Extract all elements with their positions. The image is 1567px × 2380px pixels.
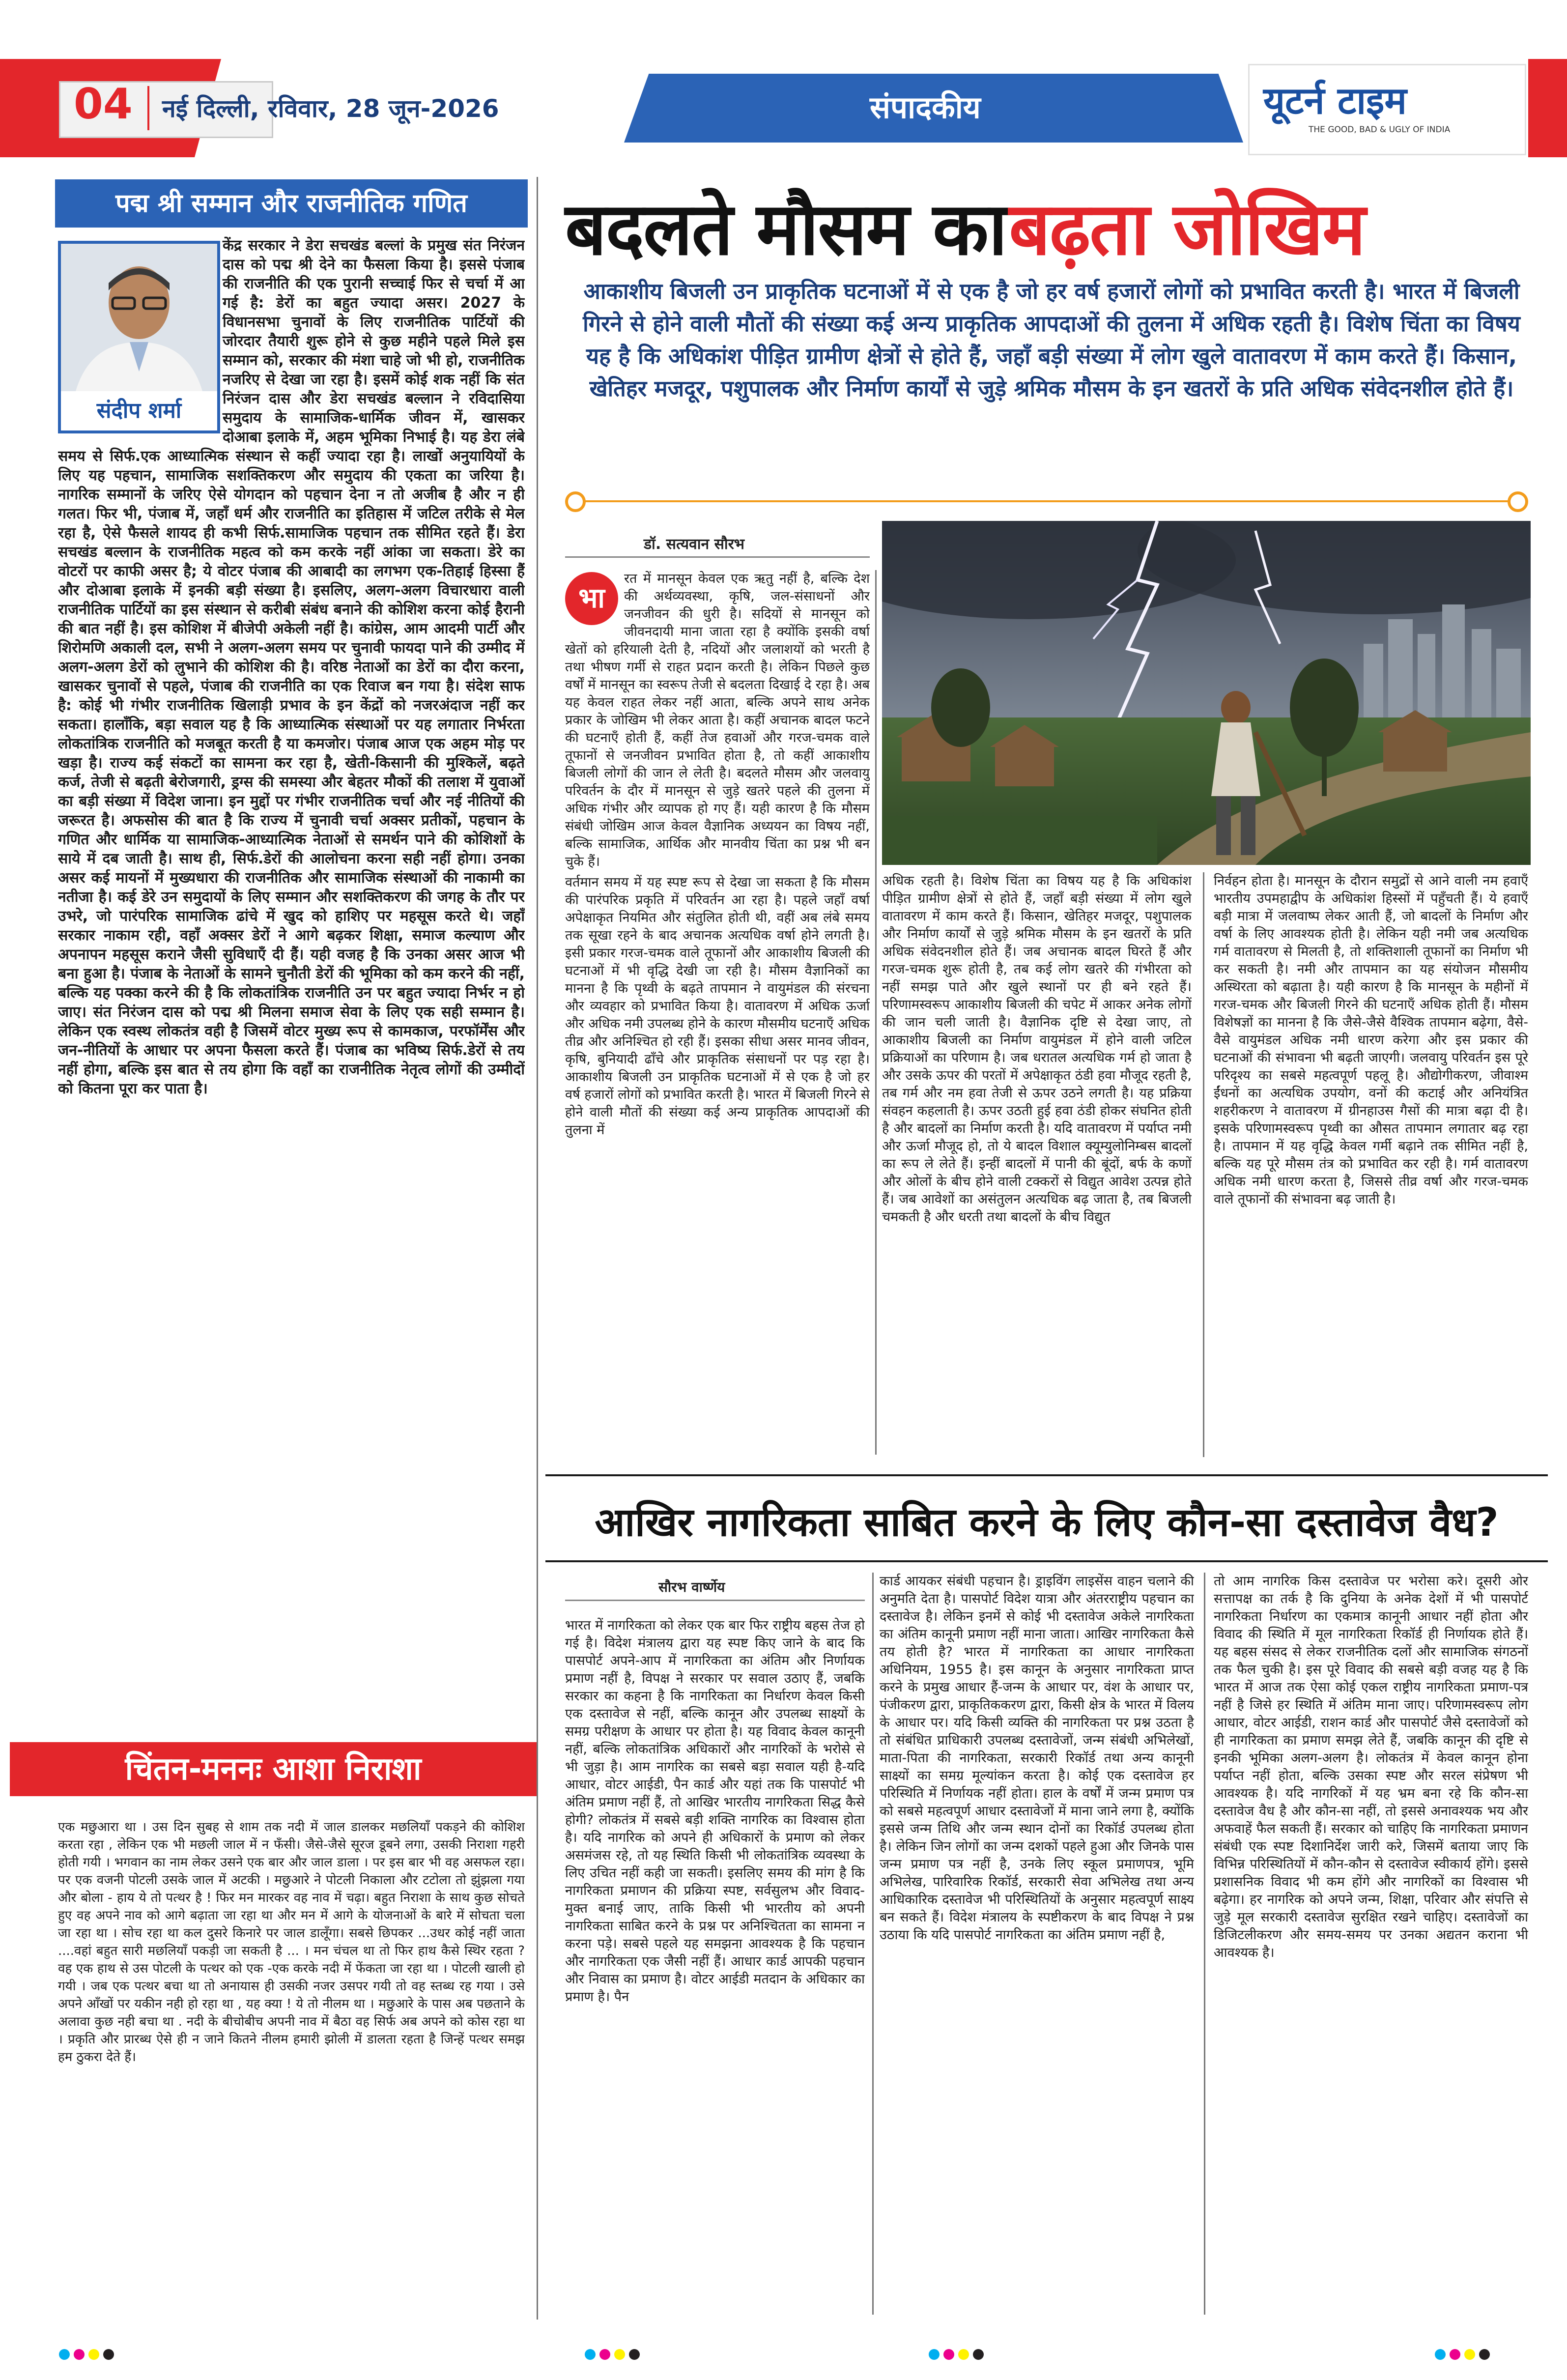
weather-col2	[882, 872, 1192, 1462]
logo	[1248, 64, 1526, 155]
citizen-byline: सौरभ वार्ष्णेय	[658, 1579, 725, 1595]
citizen-col1	[565, 1617, 865, 2315]
footer-dots-1	[59, 2349, 114, 2360]
storm-photo	[882, 521, 1531, 865]
byline-rule	[565, 556, 870, 558]
chintan-heading-box	[10, 1742, 537, 1796]
dropcap-badge	[565, 572, 618, 625]
cyan-dot	[1435, 2349, 1446, 2360]
page-number: 04	[74, 80, 133, 129]
weather-headline-part2: बढ़ता जोखिम	[1009, 187, 1365, 271]
citizen-rule-1	[872, 1573, 874, 2315]
footer-dots-4	[1435, 2349, 1490, 2360]
rule-ring-left	[565, 491, 586, 512]
standfirst-rule	[565, 491, 1528, 511]
logo-tagline: THE GOOD, BAD & UGLY OF INDIA	[1309, 125, 1451, 135]
weather-col1-intro: रत में मानसून केवल एक ऋतु नहीं है, बल्कि देश की अर्थव्यवस्था, कृषि, जल-संसाधनों और जनजीवन की धुरी है। सदियों से मानसून को जीवनदायी माना जाता रहा है क्योंकि इसकी वर्षा खेतों को हरियाली देती है, नदियों और जलाशयों को भरती है तथा भीषण गर्मी से राहत प्रदान करती है। लेकिन पिछले कुछ वर्षों में मानसून का स्वरूप तेजी से बदलता दिखाई दे रहा है। अब यह केवल राहत लेकर नहीं आता, बल्कि अपने साथ अनेक प्रकार के जोखिम भी लेकर आता है। कहीं अचानक बादल फटने की घटनाएँ होती हैं, कहीं तेज हवाओं और गरज-चमक वाले तूफानों से जनजीवन प्रभावित होता है, तो कहीं आकाशीय बिजली लोगों की जान ले लेती है। बदलते मौसम और जलवायु परिवर्तन के दौर में मानसून से जुड़े खतरे पहले की तुलना में अधिक गंभीर और व्यापक हो गए हैं। यही कारण है कि मौसम संबंधी जोखिम आज केवल वैज्ञानिक अध्ययन का विषय नहीं, बल्कि सामाजिक, आर्थिक और मानवीय चिंता का प्रश्न भी बन चुके हैं।	[565, 571, 870, 869]
magenta-dot	[599, 2349, 610, 2360]
magenta-dot	[1450, 2349, 1460, 2360]
masthead-bar	[0, 59, 1567, 157]
weather-byline: डॉ. सत्यवान सौरभ	[644, 536, 744, 553]
citizen-col2	[880, 1573, 1194, 2315]
left-column-rule	[537, 177, 538, 2320]
padma-heading-box	[55, 179, 528, 228]
black-dot	[973, 2349, 984, 2360]
weather-headline-part1: बदलते मौसम का	[565, 187, 1007, 271]
black-dot	[629, 2349, 640, 2360]
weather-standfirst: आकाशीय बिजली उन प्राकृतिक घटनाओं में से एक है जो हर वर्ष हजारों लोगों को प्रभावित करती है। भारत में बिजली गिरने से होने वाली मौतों की संख्या कई अन्य प्राकृतिक आपदाओं की तुलना में अधिक रहती है। विशेष चिंता का विषय यह है कि अधिकांश पीड़ित ग्रामीण क्षेत्रों से होते हैं, जहाँ बड़ी संख्या में लोग खुले वातावरण में काम करते हैं। किसान, खेतिहर मजदूर, पशुपालक और निर्माण कार्यों से जुड़े श्रमिक मौसम के इन खतरों के प्रति अधिक संवेदनशील होते हैं।	[583, 278, 1520, 401]
rule-ring-right	[1508, 491, 1528, 512]
weather-col2-paragraph: अधिक रहती है। विशेष चिंता का विषय यह है कि अधिकांश पीड़ित ग्रामीण क्षेत्रों से होते हैं, जहाँ बड़ी संख्या में लोग खुले वातावरण में काम करते हैं। किसान, खेतिहर मजदूर, पशुपालक और निर्माण कार्यों से जुड़े श्रमिक मौसम के इन खतरों के प्रति अधिक संवेदनशील होते हैं। जब अचानक बादल घिरते हैं और गरज-चमक शुरू होती है, तब कई लोग खतरे की गंभीरता को नहीं समझ पाते और खुले स्थानों पर ही बने रहते हैं। परिणामस्वरूप आकाशीय बिजली की चपेट में आकर अनेक लोगों की जान चली जाती है। वैज्ञानिक दृष्टि से देखा जाए, तो आकाशीय बिजली का निर्माण वायुमंडल में होने वाली जटिल प्रक्रियाओं का परिणाम है। जब धरातल अत्यधिक गर्म हो जाता है और उसके ऊपर की परतों में अपेक्षाकृत ठंडी हवा मौजूद रहती है, तब गर्म और नम हवा तेजी से ऊपर उठने लगती है। यह प्रक्रिया संवहन कहलाती है। ऊपर उठती हुई हवा ठंडी होकर संघनित होती है और बादलों का निर्माण करती है। यदि वातावरण में पर्याप्त नमी और ऊर्जा मौजूद हो, तो ये बादल विशाल क्यूम्युलोनिम्बस बादलों का रूप ले लेते हैं। इन्हीं बादलों में पानी की बूंदों, बर्फ के कणों और ओलों के बीच होने वाली टक्करों से विद्युत आवेश उत्पन्न होते हैं। जब आवेशों का असंतुलन अत्यधिक बढ़ जाता है, तब बिजली चमकती है और धरती तथा बादलों के बीच विद्युत	[882, 873, 1192, 1225]
yellow-dot	[614, 2349, 625, 2360]
red-band-right	[1528, 59, 1567, 157]
cyan-dot	[59, 2349, 70, 2360]
citizen-col3-paragraph: तो आम नागरिक किस दस्तावेज पर भरोसा करे। दूसरी ओर सत्तापक्ष का तर्क है कि दुनिया के अनेक देशों में भी पासपोर्ट नागरिकता निर्धारण का एकमात्र कानूनी आधार नहीं होता और विवाद की स्थिति में मूल नागरिकता रिकॉर्ड ही निर्णायक होते हैं। यह बहस संसद से लेकर राजनीतिक दलों और सामाजिक संगठनों तक फैल चुकी है। इस पूरे विवाद की सबसे बड़ी वजह यह है कि भारत में आज तक ऐसा कोई एकल राष्ट्रीय नागरिकता प्रमाण-पत्र नहीं है जिसे हर स्थिति में अंतिम माना जाए। परिणामस्वरूप लोग आधार, वोटर आईडी, राशन कार्ड और पासपोर्ट जैसे दस्तावेजों को ही नागरिकता का प्रमाण समझ लेते हैं, जबकि कानून की दृष्टि से इनकी भूमिका अलग-अलग है। लोकतंत्र में केवल कानून होना पर्याप्त नहीं होता, बल्कि उसका स्पष्ट और सरल संप्रेषण भी आवश्यक है। यदि नागरिकों में यह भ्रम बना रहे कि कौन-सा दस्तावेज वैध है और कौन-सा नहीं, तो इससे अनावश्यक भय और अफवाहें फैल सकती हैं। सरकार को चाहिए कि नागरिकता प्रमाणन संबंधी एक स्पष्ट दिशानिर्देश जारी करे, जिसमें बताया जाए कि विभिन्न परिस्थितियों में कौन-कौन से दस्तावेज स्वीकार्य होंगे। इससे प्रशासनिक विवाद भी कम होंगे और नागरिकों का विश्वास भी बढ़ेगा। हर नागरिक को अपने जन्म, शिक्षा, परिवार और संपत्ति से जुड़े मूल सरकारी दस्तावेज सुरक्षित रखने चाहिए। दस्तावेजों का डिजिटलीकरण और समय-समय पर उनका अद्यतन कराना भी आवश्यक है।	[1214, 1574, 1528, 1960]
weather-headline	[565, 177, 1538, 271]
weather-col1-rest: वर्तमान समय में यह स्पष्ट रूप से देखा जा सकता है कि मौसम की पारंपरिक प्रकृति में परिवर्तन आ रहा है। पहले जहाँ वर्षा अपेक्षाकृत नियमित और संतुलित होती थी, वहीं अब लंबे समय तक सूखा रहने के बाद अचानक अत्यधिक वर्षा होने लगती है। इसी प्रकार गरज-चमक वाले तूफानों और आकाशीय बिजली की घटनाओं में भी वृद्धि देखी जा रही है। मौसम वैज्ञानिकों का मानना है कि पृथ्वी के बढ़ते तापमान ने वायुमंडल की संरचना और व्यवहार को प्रभावित किया है। वातावरण में अधिक ऊर्जा और अधिक नमी उपलब्ध होने के कारण मौसमीय घटनाएँ अधिक तीव्र और अनिश्चित हो रही हैं। इसका सीधा असर मानव जीवन, कृषि, बुनियादी ढाँचे और प्राकृतिक संसाधनों पर पड़ रहा है। आकाशीय बिजली उन प्राकृतिक घटनाओं में से एक है जो हर वर्ष हजारों लोगों को प्रभावित करती है। भारत में बिजली गिरने से होने वाली मौतों की संख्या कई अन्य प्राकृतिक आपदाओं की तुलना में	[565, 875, 870, 1138]
citizen-byline-rule	[565, 1600, 865, 1601]
padma-heading: पद्म श्री सम्मान और राजनीतिक गणित	[115, 189, 467, 218]
citizen-col2-paragraph: कार्ड आयकर संबंधी पहचान है। ड्राइविंग लाइसेंस वाहन चलाने की अनुमति देता है। पासपोर्ट विदेश यात्रा और अंतरराष्ट्रीय पहचान का दस्तावेज है। लेकिन इनमें से कोई भी दस्तावेज अकेले नागरिकता का अंतिम कानूनी प्रमाण नहीं माना जाता। आखिर नागरिकता कैसे तय होती है? भारत में नागरिकता का आधार नागरिकता अधिनियम, 1955 है। इस कानून के अनुसार नागरिकता प्राप्त करने के प्रमुख आधार हैं-जन्म के आधार पर, वंश के आधार पर, पंजीकरण द्वारा, प्राकृतिककरण द्वारा, किसी क्षेत्र के भारत में विलय के आधार पर। यदि किसी व्यक्ति की नागरिकता पर प्रश्न उठता है तो संबंधित प्राधिकारी उपलब्ध दस्तावेजों, जन्म संबंधी अभिलेखों, माता-पिता की नागरिकता, सरकारी रिकॉर्ड तथा अन्य कानूनी साक्ष्यों का समग्र मूल्यांकन करता है। कोई एक दस्तावेज हर परिस्थिति में निर्णायक नहीं होता। हाल के वर्षों में जन्म प्रमाण पत्र को सबसे महत्वपूर्ण आधार दस्तावेजों में माना जाने लगा है, क्योंकि इससे जन्म तिथि और जन्म स्थान दोनों का रिकॉर्ड उपलब्ध होता है। लेकिन जिन लोगों का जन्म दशकों पहले हुआ और जिनके पास जन्म प्रमाण पत्र नहीं है, उनके लिए स्कूल प्रमाणपत्र, भूमि अभिलेख, पारिवारिक रिकॉर्ड, सरकारी सेवा अभिलेख तथा अन्य आधिकारिक दस्तावेज भी परिस्थितियों के अनुसार महत्वपूर्ण साक्ष्य बन सकते हैं। विदेश मंत्रालय के स्पष्टीकरण के बाद विपक्ष ने प्रश्न उठाया कि यदि पासपोर्ट नागरिकता का अंतिम प्रमाण नहीं है,	[880, 1574, 1194, 1943]
dateline: नई दिल्ली, रविवार, 28 जून-2026	[162, 94, 499, 123]
citizen-headline: आखिर नागरिकता साबित करने के लिए कौन-सा दस्तावेज वैध?	[595, 1499, 1499, 1545]
author-photo-float	[58, 236, 223, 430]
cyan-dot	[585, 2349, 596, 2360]
magenta-dot	[943, 2349, 954, 2360]
citizen-col3	[1214, 1573, 1528, 2315]
chintan-body	[58, 1818, 525, 2285]
citizen-bottom-rule	[545, 1560, 1548, 1562]
author-name: संदीप शर्मा	[61, 391, 217, 430]
section-title: संपादकीय	[870, 89, 981, 125]
cyan-dot	[929, 2349, 940, 2360]
weather-col3-paragraph: निर्वहन होता है। मानसून के दौरान समुद्रों से आने वाली नम हवाएँ भारतीय उपमहाद्वीप के अधिकांश हिस्सों में पहुँचती हैं। ये हवाएँ बड़ी मात्रा में जलवाष्प लेकर आती हैं, जो बादलों के निर्माण और वर्षा के लिए आवश्यक होती है। लेकिन यही नमी जब अत्यधिक गर्म वातावरण से मिलती है, तो शक्तिशाली तूफानों का निर्माण भी कर सकती है। नमी और तापमान का यह संयोजन मौसमीय अस्थिरता को बढ़ाता है। यही कारण है कि मानसून के महीनों में गरज-चमक और बिजली गिरने की घटनाएँ अधिक होती हैं। मौसम विशेषज्ञों का मानना है कि जैसे-जैसे वैश्विक तापमान बढ़ेगा, वैसे-वैसे वायुमंडल अधिक नमी धारण करेगा और इस प्रकार की घटनाओं की संभावना भी बढ़ती जाएगी। जलवायु परिवर्तन इस पूरे परिदृश्य का सबसे महत्वपूर्ण पहलू है। औद्योगीकरण, जीवाश्म ईंधनों का अत्यधिक उपयोग, वनों की कटाई और अनियंत्रित शहरीकरण ने वातावरण में ग्रीनहाउस गैसों की मात्रा बढ़ा दी है। इसके परिणामस्वरूप पृथ्वी का औसत तापमान लगातार बढ़ रहा है। तापमान में यह वृद्धि केवल गर्मी बढ़ाने तक सीमित नहीं है, बल्कि यह पूरे मौसम तंत्र को प्रभावित कर रही है। गर्म वातावरण अधिक नमी धारण करता है, जिससे तीव्र वर्षा और गरज-चमक वाले तूफानों की संभावना बढ़ जाती है।	[1214, 873, 1528, 1207]
citizen-col1-paragraph: भारत में नागरिकता को लेकर एक बार फिर राष्ट्रीय बहस तेज हो गई है। विदेश मंत्रालय द्वारा यह स्पष्ट किए जाने के बाद कि पासपोर्ट अपने-आप में नागरिकता का अंतिम और निर्णायक प्रमाण नहीं है, विपक्ष ने सरकार पर सवाल उठाए हैं, जबकि सरकार का कहना है कि नागरिकता का निर्धारण केवल किसी एक दस्तावेज से नहीं, बल्कि कानून और उपलब्ध साक्ष्यों के समग्र परीक्षण के आधार पर होता है। यह विवाद केवल कानूनी नहीं, बल्कि लोकतांत्रिक अधिकारों और नागरिकों के भरोसे से भी जुड़ा है। आम नागरिक का सबसे बड़ा सवाल यही है-यदि आधार, वोटर आईडी, पैन कार्ड और यहां तक कि पासपोर्ट भी अंतिम प्रमाण नहीं हैं, तो आखिर भारतीय नागरिकता सिद्ध कैसे होगी? लोकतंत्र में सबसे बड़ी शक्ति नागरिक का विश्वास होता है। यदि नागरिक को अपने ही अधिकारों के प्रमाण को लेकर असमंजस रहे, तो यह स्थिति किसी भी लोकतांत्रिक व्यवस्था के लिए उचित नहीं कही जा सकती। इसलिए समय की मांग है कि नागरिकता प्रमाणन की प्रक्रिया स्पष्ट, सर्वसुलभ और विवाद-मुक्त बनाई जाए, ताकि किसी भी भारतीय को अपनी नागरिकता साबित करने के प्रश्न पर अनिश्चितता का सामना न करना पड़े। सबसे पहले यह समझना आवश्यक है कि पहचान और नागरिकता एक जैसी नहीं हैं। आधार कार्ड आपकी पहचान और निवास का प्रमाण है। वोटर आईडी मतदान के अधिकार का प्रमाण है। पैन	[565, 1618, 865, 2005]
citizen-rule-2	[1204, 1573, 1205, 2315]
page-number-divider	[147, 86, 149, 130]
chintan-heading: चिंतन-मननः आशा निराशा	[125, 1751, 422, 1787]
black-dot	[103, 2349, 114, 2360]
yellow-dot	[88, 2349, 99, 2360]
weather-rule-2	[1203, 872, 1204, 1457]
dropcap-letter: भा	[578, 582, 605, 614]
footer-dots-3	[929, 2349, 984, 2360]
rule-line-left	[585, 500, 1509, 502]
weather-col3	[1214, 872, 1528, 1462]
logo-text: यूटर्न टाइम	[1263, 79, 1407, 122]
black-dot	[1479, 2349, 1490, 2360]
citizen-top-rule	[545, 1474, 1548, 1476]
footer-dots-2	[585, 2349, 640, 2360]
weather-col1	[565, 570, 870, 1455]
yellow-dot	[1464, 2349, 1475, 2360]
padma-paragraph: केंद्र सरकार ने डेरा सचखंड बल्लां के प्रमुख संत निरंजन दास को पद्म श्री देने का फैसला किया है। इससे पंजाब की राजनीति की एक पुरानी सच्चाई फिर से चर्चा में आ गई है: डेरों का बहुत ज्यादा असर। 2027 के विधानसभा चुनावों के लिए राजनीतिक पार्टियों की जोरदार तैयारी शुरू होने से कुछ महीने पहले मिले इस सम्मान को, सरकार की मंशा चाहे जो भी हो, राजनीतिक नजरिए से देखा जा रहा है। इसमें कोई शक नहीं कि संत निरंजन दास और डेरा सचखंड बल्लान ने रविदासिया समुदाय के सामाजिक-धार्मिक जीवन में, खासकर दोआबा इलाके में, अहम भूमिका निभाई है। यह डेरा लंबे समय से सिर्फ.एक आध्यात्मिक संस्थान से कहीं ज्यादा रहा है। लाखों अनुयायियों के लिए यह पहचान, सामाजिक सशक्तिकरण और समुदाय की एकता का जरिया है। नागरिक सम्मानों के जरिए ऐसे योगदान को पहचान देना न तो अजीब है और न ही गलत। फिर भी, पंजाब में, जहाँ धर्म और राजनीति का इतिहास में जटिल तरीके से मेल रहा है, ऐसे फैसले शायद ही कभी सिर्फ.सामाजिक पहचान तक सीमित रहते हैं। डेरा सचखंड बल्लान के राजनीतिक महत्व को कम करके नहीं आंका जा सकता। डेरे का वोटरों पर काफी असर है; ये वोटर पंजाब की आबादी का लगभग एक-तिहाई हिस्सा हैं और दोआबा इलाके में इनकी बड़ी संख्या है। इसलिए, अलग-अलग विचारधारा वाली राजनीतिक पार्टियों का इस संस्थान से करीबी संबंध बनाने की कोशिश करना कोई हैरानी की बात नहीं है। इस कोशिश में बीजेपी अकेली नहीं है। कांग्रेस, आम आदमी पार्टी और शिरोमणि अकाली दल, सभी ने अलग-अलग समय पर चुनावी फायदा पाने की उम्मीद में अलग-अलग डेरों को लुभाने की कोशिश की है। वरिष्ठ नेताओं का डेरों का दौरा करना, खासकर चुनावों से पहले, पंजाब की राजनीति का एक रिवाज बन गया है। संदेश साफ है: कोई भी गंभीर राजनीतिक खिलाड़ी प्रभाव के इन केंद्रों को नजरअंदाज नहीं कर सकता। हालाँकि, बड़ा सवाल यह है कि आध्यात्मिक संस्थाओं पर यह लगातार निर्भरता लोकतांत्रिक राजनीति को मजबूत करती है या कमजोर। पंजाब आज एक अहम मोड़ पर खड़ा है। राज्य कई संकटों का सामना कर रहा है, खेती-किसानी की मुश्किलें, बढ़ते कर्ज, तेजी से बढ़ती बेरोजगारी, ड्रग्स की समस्या और बेहतर मौकों की तलाश में युवाओं का बड़ी संख्या में विदेश जाना। इन मुद्दों पर गंभीर राजनीतिक चर्चा और नई नीतियों की जरूरत है। अफसोस की बात है कि राज्य में चुनावी चर्चा अक्सर प्रतीकों, पहचान के गणित और धार्मिक या सामाजिक-आध्यात्मिक नेताओं से समर्थन पाने की कोशिशों के साये में दब जाती है। साथ ही, सिर्फ.डेरों की आलोचना करना सही नहीं होगा। उनका असर कई मायनों में मुख्यधारा की राजनीतिक और सामाजिक संस्थाओं की नाकामी का नतीजा है। कई डेरे उन समुदायों के लिए सम्मान और सशक्तिकरण की जगह के तौर पर उभरे, जो पारंपरिक सामाजिक ढांचे में खुद को हाशिए पर महसूस करते थे। जहाँ सरकार नाकाम रही, वहाँ अक्सर डेरों ने आगे बढ़कर शिक्षा, समाज कल्याण और अपनापन महसूस कराने जैसी सुविधाएँ दी हैं। यही वजह है कि उनका असर आज भी बना हुआ है। पंजाब के नेताओं के सामने चुनौती डेरों की भूमिका को कम करने की नहीं, बल्कि यह पक्का करने की है कि लोकतांत्रिक राजनीति उन पर बहुत ज्यादा निर्भर न हो जाए। संत निरंजन दास को पद्म श्री मिलना समाज सेवा के लिए एक सही सम्मान है। लेकिन एक स्वस्थ लोकतंत्र वही है जिसमें वोटर मुख्य रूप से कामकाज, परफॉर्मेंस और जन-नीतियों के आधार पर अपना फैसला करते हैं। पंजाब का भविष्य सिर्फ.डेरों से तय नहीं होगा, बल्कि इस बात से तय होगा कि वहाँ का राजनीतिक नेतृत्व लोगों की उम्मीदों को कितना पूरा कर पाता है।	[58, 237, 525, 1097]
weather-rule-1	[875, 570, 877, 1455]
chintan-paragraph: एक मछुआरा था । उस दिन सुबह से शाम तक नदी में जाल डालकर मछलियाँ पकड़ने की कोशिश करता रहा , लेकिन एक भी मछली जाल में न फँसी। जैसे-जैसे सूरज डूबने लगा, उसकी निराशा गहरी होती गयी । भगवान का नाम लेकर उसने एक बार और जाल डाला । पर इस बार भी वह असफल रहा। पर एक वजनी पोटली उसके जाल में अटकी । मछुआरे ने पोटली निकाला और टटोला तो झुंझला गया और बोला - हाय ये तो पत्थर है ! फिर मन मारकर वह नाव में चढ़ा। बहुत निराशा के साथ कुछ सोचते हुए वह अपने नाव को आगे बढ़ाता जा रहा था और मन में आगे के योजनाओं के बारे में सोचता चला जा रहा था । सोच रहा था कल दुसरे किनारे पर जाल डालूँगा। सबसे छिपकर ...उधर कोई नहीं जाता ....वहां बहुत सारी मछलियाँ पकड़ी जा सकती है ... । मन चंचल था तो फिर हाथ कैसे स्थिर रहता ? वह एक हाथ से उस पोटली के पत्थर को एक -एक करके नदी में फेंकता जा रहा था । पोटली खाली हो गयी । जब एक पत्थर बचा था तो अनायास ही उसकी नजर उसपर गयी तो वह स्तब्ध रह गया । उसे अपने आँखों पर यकीन नही हो रहा था , यह क्या ! ये तो नीलम था । मछुआरे के पास अब पछताने के अलावा कुछ नही बचा था . नदी के बीचोबीच अपनी नाव में बैठा वह सिर्फ अब अपने को कोस रहा था । प्रकृति और प्रारब्ध ऐसे ही न जाने कितने नीलम हमारी झोली में डालता रहता है जिन्हें पत्थर समझ हम ठुकरा देते हैं।	[58, 1820, 525, 2065]
padma-body	[58, 236, 525, 1691]
magenta-dot	[74, 2349, 85, 2360]
yellow-dot	[958, 2349, 969, 2360]
